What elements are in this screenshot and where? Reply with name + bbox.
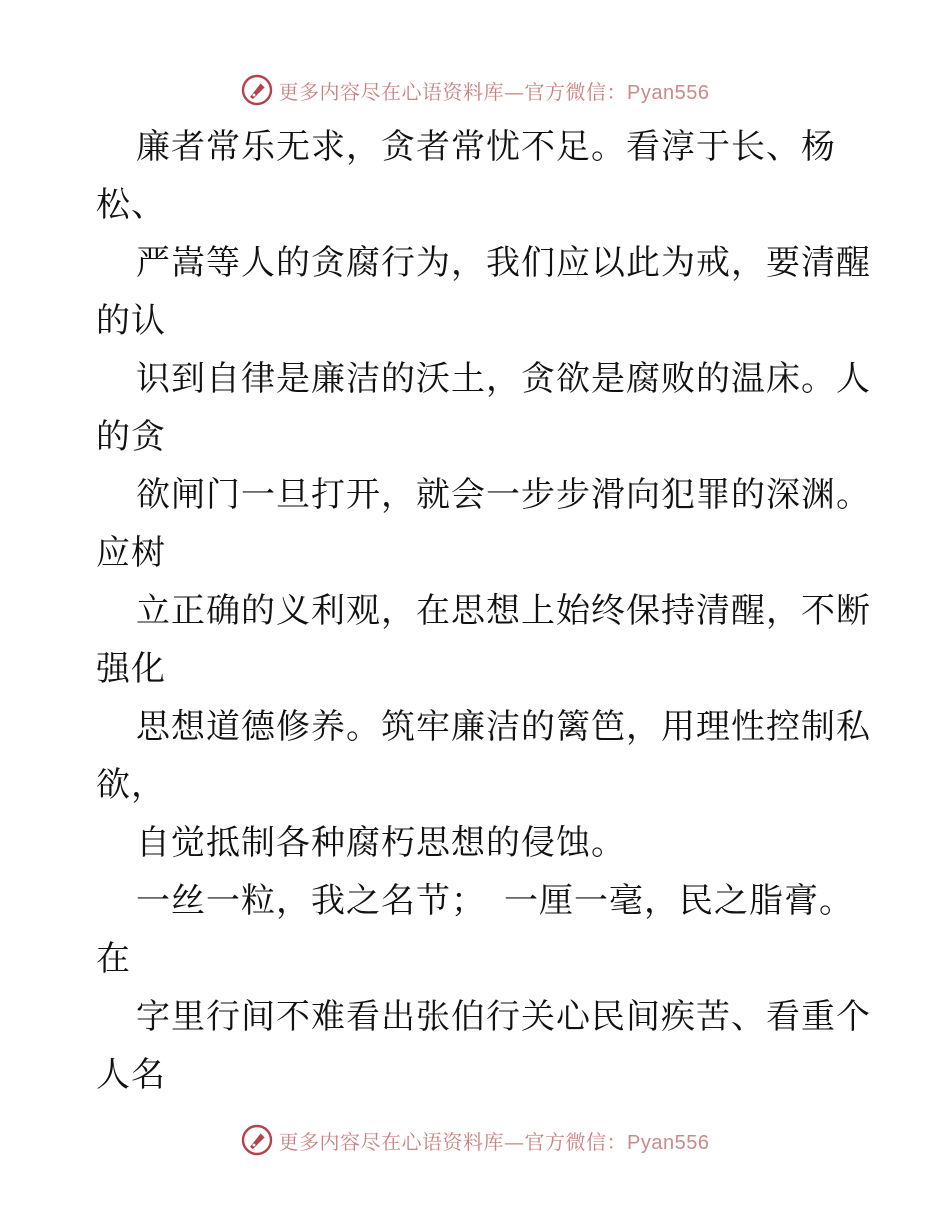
text-line: 严嵩等人的贪腐行为，我们应以此为戒，要清醒 — [136, 243, 871, 283]
footer-banner — [0, 1120, 950, 1160]
text-line: 廉者常乐无求，贪者常忧不足。看淳于长、杨 — [136, 127, 836, 167]
text-line: 思想道德修养。筑牢廉洁的篱笆，用理性控制私 — [136, 707, 871, 747]
header-banner — [0, 70, 950, 110]
text-line: 字里行间不难看出张伯行关心民间疾苦、看重个 — [136, 997, 871, 1037]
text-line: 松、 — [96, 185, 166, 225]
banner-account: Pyan556 — [627, 81, 710, 104]
text-line: 一丝一粒，我之名节； 一厘一毫，民之脂膏。 — [136, 881, 854, 921]
text-line: 应树 — [96, 533, 166, 573]
text-line: 的认 — [96, 301, 166, 341]
banner-account: Pyan556 — [627, 1131, 710, 1154]
pen-nib-icon — [241, 74, 273, 106]
text-line: 立正确的义利观，在思想上始终保持清醒，不断 — [136, 591, 871, 631]
text-line: 强化 — [96, 649, 166, 689]
text-line: 的贪 — [96, 417, 166, 457]
text-line: 欲， — [96, 765, 166, 805]
header-banner-text — [279, 76, 710, 105]
banner-label: 更多内容尽在心语资料库—官方微信： — [278, 79, 628, 104]
text-line: 欲闸门一旦打开，就会一步步滑向犯罪的深渊。 — [136, 475, 871, 515]
text-line: 在 — [96, 939, 131, 979]
banner-label: 更多内容尽在心语资料库—官方微信： — [278, 1129, 628, 1154]
footer-banner-text — [279, 1126, 710, 1155]
document-body — [96, 118, 886, 1104]
text-line: 自觉抵制各种腐朽思想的侵蚀。 — [136, 823, 626, 863]
text-line: 识到自律是廉洁的沃土，贪欲是腐败的温床。人 — [136, 359, 871, 399]
text-line: 人名 — [96, 1055, 166, 1095]
pen-nib-icon — [241, 1124, 273, 1156]
